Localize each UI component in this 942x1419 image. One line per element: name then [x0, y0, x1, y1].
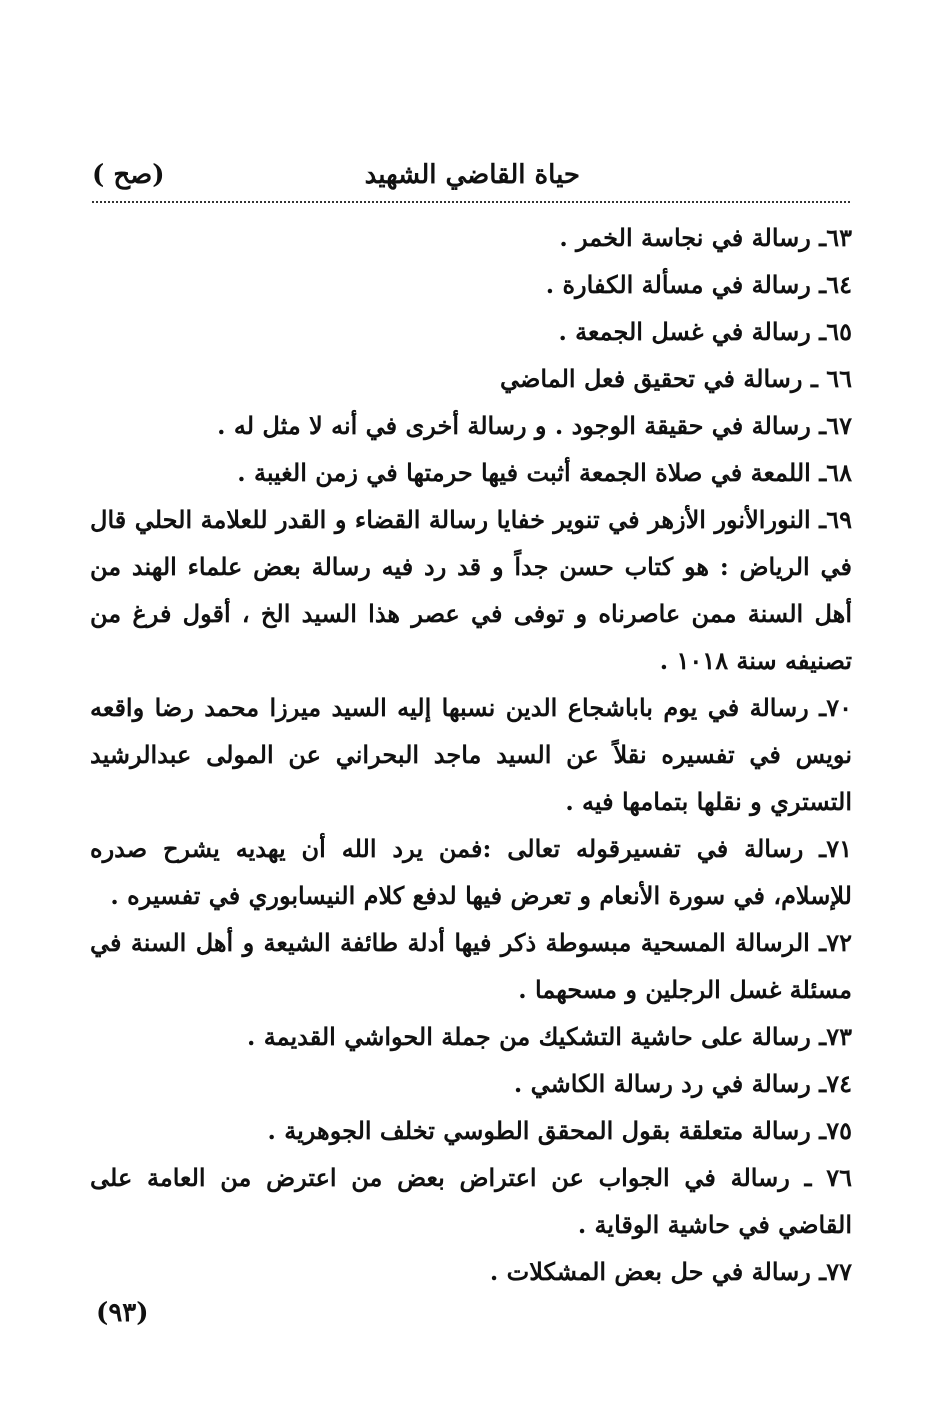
list-item-73: ٧٣ـ رسالة على حاشية التشكيك من جملة الحواشي القديمة . [247, 1022, 852, 1051]
header-divider [92, 201, 850, 203]
list-item-76: ٧٦ ـ رسالة في الجواب عن اعتراض بعض من اعترض من العامة على القاضي في حاشية الوقاية . [90, 1163, 852, 1239]
list-item-75: ٧٥ـ رسالة متعلقة بقول المحقق الطوسي تخلف الجوهرية . [267, 1116, 852, 1145]
list-item-67: ٦٧ـ رسالة في حقيقة الوجود . و رسالة أخرى في أنه لا مثل له . [217, 411, 852, 440]
list-item-64: ٦٤ـ رسالة في مسألة الكفارة . [545, 270, 852, 299]
header-page-code: (صح ) [92, 160, 165, 190]
list-item-74: ٧٤ـ رسالة في رد رسالة الكاشي . [513, 1069, 852, 1098]
list-item-66: ٦٦ ـ رسالة في تحقيق فعل الماضي [500, 364, 852, 393]
page-number: (٩٣) [96, 1298, 149, 1328]
list-item-72: ٧٢ـ الرسالة المسحية مبسوطة ذكر فيها أدلة طائفة الشيعة و أهل السنة في مسئلة غسل الرجلين و مسحهما . [90, 928, 852, 1004]
header-title: حياة القاضي الشهيد [364, 160, 580, 190]
item-list [90, 214, 852, 1295]
list-item-65: ٦٥ـ رسالة في غسل الجمعة . [558, 317, 852, 346]
list-item-69: ٦٩ـ النورالأنور الأزهر في تنوير خفايا رسالة القضاء و القدر للعلامة الحلي قال في الرياض : هو كتاب حسن جداً و قد رد فيه رسالة بعض علماء الهند من أهل السنة ممن عاصرناه و توفى في عصر هذا السيد الخ ، أقول فرغ من تصنيفه سنة ١٠١٨ . [90, 505, 852, 675]
list-item-68: ٦٨ـ اللمعة في صلاة الجمعة أثبت فيها حرمتها في زمن الغيبة . [237, 458, 852, 487]
list-item-71: ٧١ـ رسالة في تفسيرقوله تعالى :فمن يرد الله أن يهديه يشرح صدره للإسلام، في سورة الأنعام و تعرض فيها لدفع كلام النيسابوري في تفسيره . [90, 834, 852, 910]
list-item-70: ٧٠ـ رسالة في يوم باباشجاع الدين نسبها إليه السيد ميرزا محمد رضا واقعه نويس في تفسيره نقلاً عن السيد ماجد البحراني عن المولى عبدالرشيد التستري و نقلها بتمامها فيه . [90, 693, 852, 816]
list-item-63: ٦٣ـ رسالة في نجاسة الخمر . [559, 223, 852, 252]
running-header [92, 160, 850, 200]
list-item-77: ٧٧ـ رسالة في حل بعض المشكلات . [489, 1257, 852, 1286]
